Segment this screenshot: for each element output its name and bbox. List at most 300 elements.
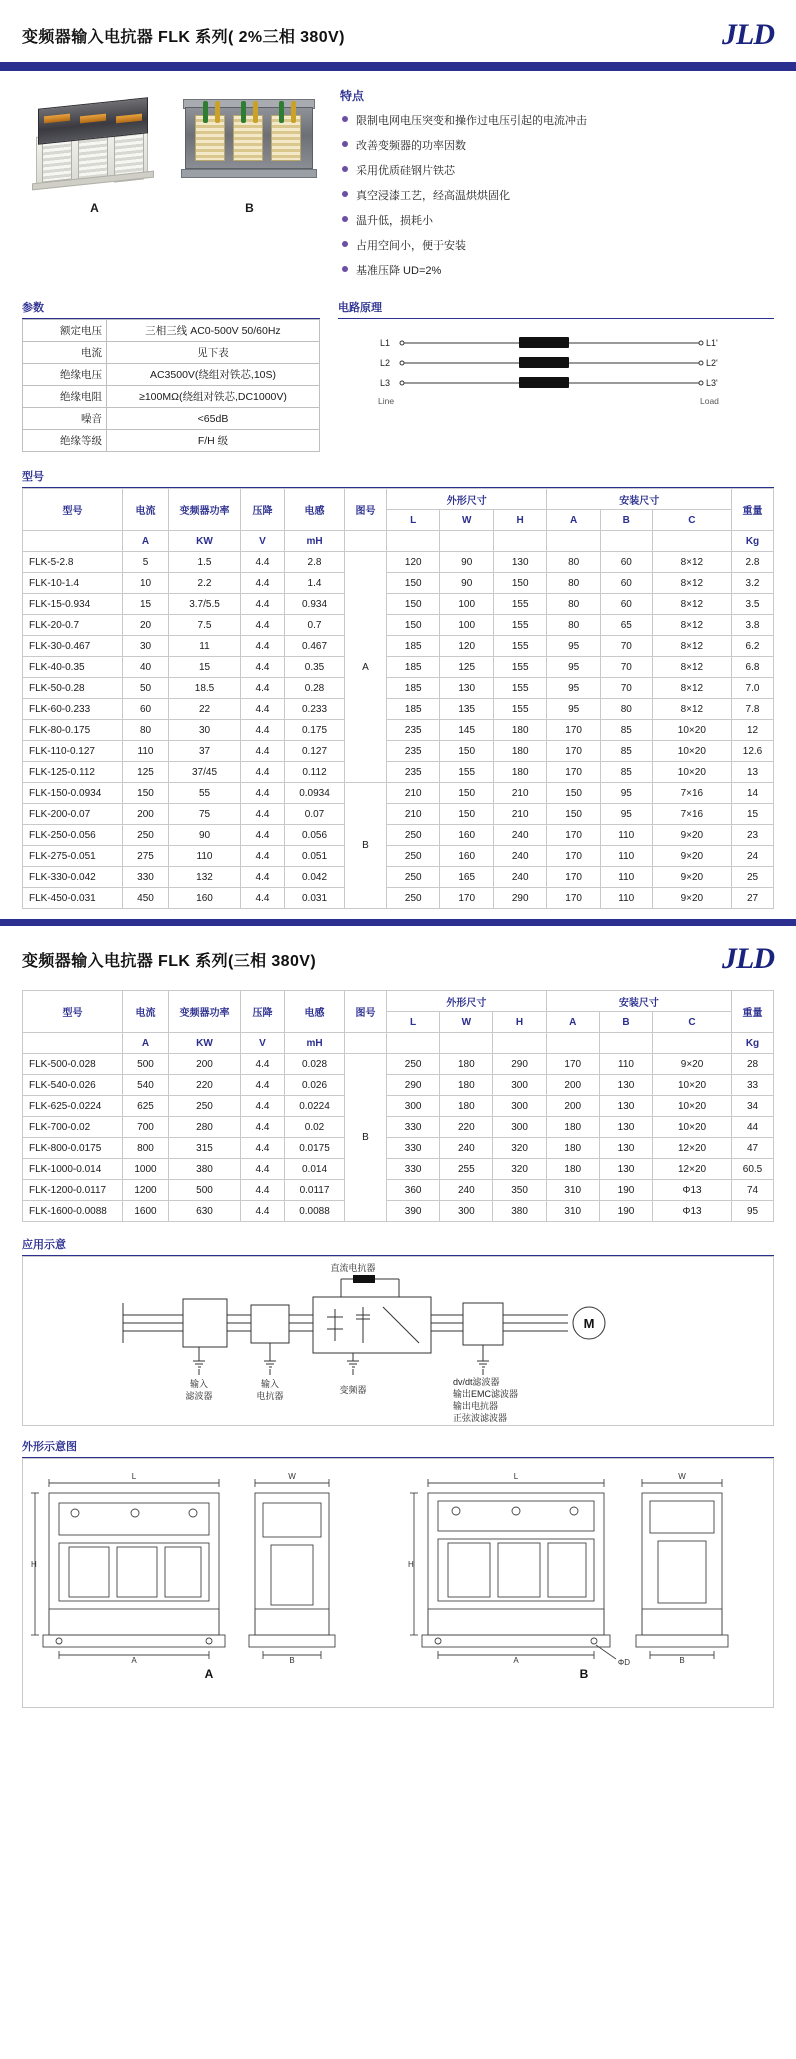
dim-W-b: W	[678, 1472, 686, 1481]
dim-L-cell: 235	[387, 741, 440, 762]
model-table-2-body	[23, 1054, 774, 1222]
mount-A-cell: 170	[547, 720, 600, 741]
current-cell: 80	[123, 720, 169, 741]
model-cell: FLK-20-0.7	[23, 615, 123, 636]
table-row	[23, 1096, 774, 1117]
unit-W: W	[440, 1012, 493, 1033]
mount-B-cell: 85	[600, 741, 652, 762]
table-row	[23, 552, 774, 573]
model-cell: FLK-50-0.28	[23, 678, 123, 699]
mount-C-cell: Φ13	[653, 1201, 732, 1222]
table-row	[23, 408, 320, 430]
model-cell: FLK-1000-0.014	[23, 1159, 123, 1180]
table-row	[23, 678, 774, 699]
dim-H-cell: 180	[493, 762, 546, 783]
mount-B-cell: 80	[600, 699, 652, 720]
dim-W-cell: 240	[440, 1138, 493, 1159]
mount-A-cell: 170	[546, 1054, 599, 1075]
voltage-drop-cell: 4.4	[241, 783, 285, 804]
mount-A-cell: 95	[547, 636, 600, 657]
th-weight: 重量	[732, 489, 774, 531]
param-value: ≥100MΩ(绕组对铁芯,DC1000V)	[107, 386, 320, 408]
photo-a-block	[22, 85, 167, 287]
voltage-drop-cell: 4.4	[241, 720, 285, 741]
mount-A-cell: 80	[547, 594, 600, 615]
mount-A-cell: 170	[547, 825, 600, 846]
param-key: 额定电压	[23, 320, 107, 342]
dim-L-b: L	[513, 1472, 519, 1481]
brand-logo: JLD	[722, 18, 774, 51]
circuit-label-l3: L3	[380, 378, 391, 388]
model-cell: FLK-700-0.02	[23, 1117, 123, 1138]
dim-W-cell: 240	[440, 1180, 493, 1201]
mount-B-cell: 130	[599, 1117, 652, 1138]
current-cell: 10	[123, 573, 169, 594]
mount-A-cell: 170	[547, 846, 600, 867]
mount-B-cell: 190	[599, 1180, 652, 1201]
mount-A-cell: 150	[547, 783, 600, 804]
power-cell: 380	[169, 1159, 241, 1180]
dim-W-cell: 150	[440, 741, 493, 762]
voltage-drop-cell: 4.4	[241, 594, 285, 615]
dim-W-cell: 180	[440, 1054, 493, 1075]
dim-A-a: A	[131, 1656, 137, 1665]
unit-drop: V	[241, 531, 285, 552]
unit-weight: Kg	[732, 531, 774, 552]
power-cell: 1.5	[169, 552, 241, 573]
dim-L-cell: 185	[387, 657, 440, 678]
voltage-drop-cell: 4.4	[241, 1117, 285, 1138]
current-cell: 50	[123, 678, 169, 699]
unit-B: B	[599, 1012, 652, 1033]
weight-cell: 44	[732, 1117, 774, 1138]
features-title: 特点	[340, 89, 365, 103]
inductance-cell: 0.0175	[285, 1138, 345, 1159]
unit-current: A	[123, 531, 169, 552]
weight-cell: 24	[732, 846, 774, 867]
dim-H-cell: 240	[493, 825, 546, 846]
mount-C-cell: 9×20	[652, 867, 731, 888]
unit-L: L	[387, 510, 440, 531]
model-cell: FLK-60-0.233	[23, 699, 123, 720]
feature-item: 基准压降 UD=2%	[340, 262, 774, 278]
parameters-section	[22, 299, 320, 452]
table-row	[23, 699, 774, 720]
unit-B: B	[600, 510, 652, 531]
dim-W-cell: 90	[440, 573, 493, 594]
mount-C-cell: 10×20	[653, 1075, 732, 1096]
mount-A-cell: 180	[546, 1138, 599, 1159]
model-table-2	[22, 990, 774, 1222]
model-cell: FLK-40-0.35	[23, 657, 123, 678]
power-cell: 220	[169, 1075, 241, 1096]
power-cell: 37/45	[169, 762, 241, 783]
dim-L-cell: 235	[387, 720, 440, 741]
power-cell: 250	[169, 1096, 241, 1117]
dim-W-cell: 180	[440, 1096, 493, 1117]
unit-H-blank	[493, 1033, 546, 1054]
dim-L-cell: 330	[387, 1117, 440, 1138]
model-cell: FLK-80-0.175	[23, 720, 123, 741]
mount-A-cell: 80	[547, 615, 600, 636]
unit-inductance: mH	[285, 531, 345, 552]
circuit-title: 电路原理	[338, 299, 774, 319]
power-cell: 90	[169, 825, 241, 846]
model-cell: FLK-110-0.127	[23, 741, 123, 762]
power-cell: 11	[169, 636, 241, 657]
inverter-label: 变频器	[339, 1385, 367, 1395]
unit-current: A	[123, 1033, 169, 1054]
mount-A-cell: 310	[546, 1180, 599, 1201]
unit-W-blank	[440, 531, 493, 552]
power-cell: 630	[169, 1201, 241, 1222]
inductance-cell: 0.35	[285, 657, 345, 678]
unit-power: KW	[169, 1033, 241, 1054]
dim-L-cell: 185	[387, 678, 440, 699]
mount-A-cell: 170	[547, 762, 600, 783]
specs-and-circuit	[0, 295, 796, 462]
table-row	[23, 1117, 774, 1138]
table-row	[23, 320, 320, 342]
power-cell: 18.5	[169, 678, 241, 699]
weight-cell: 13	[732, 762, 774, 783]
dim-W-cell: 145	[440, 720, 493, 741]
param-value: 三相三线 AC0-500V 50/60Hz	[107, 320, 320, 342]
feature-item: 真空浸漆工艺，经高温烘烘固化	[340, 187, 774, 203]
dim-H-cell: 240	[493, 846, 546, 867]
weight-cell: 2.8	[732, 552, 774, 573]
voltage-drop-cell: 4.4	[241, 615, 285, 636]
dim-W-cell: 100	[440, 594, 493, 615]
unit-power: KW	[169, 531, 241, 552]
dim-H-cell: 210	[493, 804, 546, 825]
application-section	[0, 1232, 796, 1434]
table-row	[23, 783, 774, 804]
dim-W-cell: 150	[440, 783, 493, 804]
table-row	[23, 594, 774, 615]
voltage-drop-cell: 4.4	[241, 804, 285, 825]
unit-drop: V	[241, 1033, 285, 1054]
current-cell: 1200	[123, 1180, 169, 1201]
dim-L-cell: 290	[387, 1075, 440, 1096]
table-row	[23, 867, 774, 888]
unit-L: L	[387, 1012, 440, 1033]
inductance-cell: 0.0934	[285, 783, 345, 804]
circuit-label-l1: L1	[380, 338, 391, 348]
table-row	[23, 657, 774, 678]
power-cell: 2.2	[169, 573, 241, 594]
dim-H-cell: 150	[493, 573, 546, 594]
param-value: F/H 级	[107, 430, 320, 452]
inductance-cell: 0.051	[285, 846, 345, 867]
outline-drawing-a	[23, 1459, 398, 1707]
voltage-drop-cell: 4.4	[241, 1201, 285, 1222]
output-label-1: dv/dt滤波器	[453, 1377, 500, 1387]
input-reactor-label-1: 输入	[260, 1379, 280, 1389]
dc-reactor-label: 直流电抗器	[330, 1263, 376, 1273]
dim-L-cell: 250	[387, 867, 440, 888]
mount-A-cell: 170	[547, 888, 600, 909]
th-mount-dims: 安装尺寸	[546, 991, 731, 1012]
dim-H-cell: 290	[493, 1054, 546, 1075]
th-weight: 重量	[732, 991, 774, 1033]
mount-A-cell: 180	[546, 1159, 599, 1180]
model-cell: FLK-1600-0.0088	[23, 1201, 123, 1222]
feature-item: 占用空间小，便于安装	[340, 237, 774, 253]
inductance-cell: 0.0224	[285, 1096, 345, 1117]
voltage-drop-cell: 4.4	[241, 1096, 285, 1117]
unit-C: C	[653, 1012, 732, 1033]
current-cell: 20	[123, 615, 169, 636]
current-cell: 15	[123, 594, 169, 615]
weight-cell: 34	[732, 1096, 774, 1117]
dim-L-cell: 185	[387, 636, 440, 657]
circuit-label-l3p: L3'	[706, 378, 718, 388]
table-row	[23, 573, 774, 594]
dim-L-cell: 150	[387, 573, 440, 594]
outline-drawing-b	[398, 1459, 773, 1707]
mount-C-cell: 10×20	[652, 741, 731, 762]
reactor-photo-b	[177, 85, 322, 195]
application-diagram	[22, 1256, 774, 1426]
param-key: 电流	[23, 342, 107, 364]
table-row	[23, 1201, 774, 1222]
power-cell: 22	[169, 699, 241, 720]
inductance-cell: 0.02	[285, 1117, 345, 1138]
model-cell: FLK-330-0.042	[23, 867, 123, 888]
mount-A-cell: 80	[547, 573, 600, 594]
dim-H-cell: 300	[493, 1075, 546, 1096]
mount-A-cell: 200	[546, 1096, 599, 1117]
power-cell: 15	[169, 657, 241, 678]
inductance-cell: 0.026	[285, 1075, 345, 1096]
figure-cell: B	[345, 783, 387, 909]
inductance-cell: 0.127	[285, 741, 345, 762]
output-label-3: 输出电抗器	[453, 1401, 499, 1411]
th-drop: 压降	[241, 489, 285, 531]
parameters-table	[22, 319, 320, 452]
unit-inductance: mH	[285, 1033, 345, 1054]
power-cell: 280	[169, 1117, 241, 1138]
unit-C-blank	[652, 531, 731, 552]
inductance-cell: 0.031	[285, 888, 345, 909]
mount-A-cell: 95	[547, 657, 600, 678]
th-current: 电流	[123, 489, 169, 531]
dim-H-cell: 290	[493, 888, 546, 909]
dim-L-cell: 210	[387, 783, 440, 804]
mount-C-cell: Φ13	[653, 1180, 732, 1201]
current-cell: 200	[123, 804, 169, 825]
current-cell: 125	[123, 762, 169, 783]
outline-drawings	[22, 1458, 774, 1708]
model-cell: FLK-200-0.07	[23, 804, 123, 825]
photo-b-caption: B	[245, 201, 254, 215]
th-inductance: 电感	[285, 991, 345, 1033]
input-filter-label-2: 滤波器	[185, 1391, 213, 1401]
dim-L-a: L	[131, 1472, 137, 1481]
weight-cell: 3.8	[732, 615, 774, 636]
dim-A-b: A	[513, 1656, 519, 1665]
dim-L-cell: 360	[387, 1180, 440, 1201]
current-cell: 30	[123, 636, 169, 657]
weight-cell: 3.5	[732, 594, 774, 615]
table-row	[23, 720, 774, 741]
voltage-drop-cell: 4.4	[241, 636, 285, 657]
mount-C-cell: 9×20	[652, 825, 731, 846]
dim-L-cell: 300	[387, 1096, 440, 1117]
voltage-drop-cell: 4.4	[241, 741, 285, 762]
model-cell: FLK-15-0.934	[23, 594, 123, 615]
dim-L-cell: 390	[387, 1201, 440, 1222]
unit-W-blank	[440, 1033, 493, 1054]
circuit-label-l2p: L2'	[706, 358, 718, 368]
weight-cell: 28	[732, 1054, 774, 1075]
current-cell: 40	[123, 657, 169, 678]
mount-A-cell: 80	[547, 552, 600, 573]
mount-C-cell: 10×20	[653, 1096, 732, 1117]
dim-H-b: H	[408, 1560, 414, 1569]
table-row	[23, 1075, 774, 1096]
mount-B-cell: 110	[599, 1054, 652, 1075]
mount-A-cell: 170	[547, 867, 600, 888]
model-cell: FLK-150-0.0934	[23, 783, 123, 804]
dim-H-cell: 155	[493, 678, 546, 699]
model-cell: FLK-275-0.051	[23, 846, 123, 867]
unit-A-blank	[547, 531, 600, 552]
model-cell: FLK-10-1.4	[23, 573, 123, 594]
dim-H-cell: 155	[493, 615, 546, 636]
param-key: 绝缘电压	[23, 364, 107, 386]
feature-item: 采用优质硅钢片铁芯	[340, 162, 774, 178]
current-cell: 275	[123, 846, 169, 867]
dim-L-cell: 150	[387, 615, 440, 636]
table-row	[23, 825, 774, 846]
dim-H-a: H	[31, 1560, 37, 1569]
weight-cell: 3.2	[732, 573, 774, 594]
dim-W-cell: 255	[440, 1159, 493, 1180]
page-header	[0, 0, 796, 62]
feature-item: 改善变频器的功率因数	[340, 137, 774, 153]
dim-H-cell: 240	[493, 867, 546, 888]
unit-H-blank	[493, 531, 546, 552]
power-cell: 75	[169, 804, 241, 825]
weight-cell: 6.2	[732, 636, 774, 657]
mount-C-cell: 8×12	[652, 657, 731, 678]
features-list	[340, 112, 774, 278]
mount-C-cell: 8×12	[652, 636, 731, 657]
mount-A-cell: 200	[546, 1075, 599, 1096]
mount-C-cell: 12×20	[653, 1159, 732, 1180]
table-unit-row-2	[23, 531, 774, 552]
mount-B-cell: 110	[600, 825, 652, 846]
current-cell: 540	[123, 1075, 169, 1096]
section-divider-bar	[0, 919, 796, 926]
th-figure: 图号	[345, 489, 387, 531]
voltage-drop-cell: 4.4	[241, 1180, 285, 1201]
inductance-cell: 0.042	[285, 867, 345, 888]
unit-A-blank	[546, 1033, 599, 1054]
features-section	[340, 85, 774, 287]
dim-L-cell: 250	[387, 825, 440, 846]
model-cell: FLK-1200-0.0117	[23, 1180, 123, 1201]
mount-C-cell: 8×12	[652, 678, 731, 699]
model-cell: FLK-5-2.8	[23, 552, 123, 573]
voltage-drop-cell: 4.4	[241, 573, 285, 594]
dim-L-cell: 235	[387, 762, 440, 783]
model-table-1-section	[0, 462, 796, 919]
page-header-2	[0, 926, 796, 984]
table-header-row	[23, 489, 774, 510]
power-cell: 200	[169, 1054, 241, 1075]
mount-A-cell: 180	[546, 1117, 599, 1138]
table-row	[23, 636, 774, 657]
reactor-photo-a	[22, 85, 167, 195]
feature-item: 限制电网电压突变和操作过电压引起的电流冲击	[340, 112, 774, 128]
circuit-label-load: Load	[700, 396, 719, 406]
mount-B-cell: 60	[600, 552, 652, 573]
model-cell: FLK-250-0.056	[23, 825, 123, 846]
table-row	[23, 846, 774, 867]
param-value: 见下表	[107, 342, 320, 364]
unit-A: A	[546, 1012, 599, 1033]
header-divider-bar	[0, 62, 796, 71]
dim-L-cell: 210	[387, 804, 440, 825]
table-row	[23, 364, 320, 386]
weight-cell: 6.8	[732, 657, 774, 678]
param-key: 绝缘等级	[23, 430, 107, 452]
dim-W-cell: 160	[440, 846, 493, 867]
dim-W-cell: 150	[440, 804, 493, 825]
mount-A-cell: 150	[547, 804, 600, 825]
current-cell: 330	[123, 867, 169, 888]
figure-cell: A	[345, 552, 387, 783]
unit-C-blank	[653, 1033, 732, 1054]
mount-A-cell: 170	[547, 741, 600, 762]
mount-C-cell: 8×12	[652, 573, 731, 594]
mount-B-cell: 60	[600, 573, 652, 594]
unit-H: H	[493, 510, 546, 531]
table-row	[23, 1054, 774, 1075]
weight-cell: 25	[732, 867, 774, 888]
current-cell: 150	[123, 783, 169, 804]
mount-C-cell: 12×20	[653, 1138, 732, 1159]
weight-cell: 7.0	[732, 678, 774, 699]
voltage-drop-cell: 4.4	[241, 867, 285, 888]
current-cell: 250	[123, 825, 169, 846]
dim-W-cell: 165	[440, 867, 493, 888]
dim-H-cell: 155	[493, 657, 546, 678]
unit-C: C	[652, 510, 731, 531]
mount-B-cell: 130	[599, 1159, 652, 1180]
dim-L-cell: 330	[387, 1138, 440, 1159]
weight-cell: 60.5	[732, 1159, 774, 1180]
mount-B-cell: 190	[599, 1201, 652, 1222]
param-value: <65dB	[107, 408, 320, 430]
unit-H: H	[493, 1012, 546, 1033]
table-row	[23, 615, 774, 636]
weight-cell: 95	[732, 1201, 774, 1222]
unit-weight: Kg	[732, 1033, 774, 1054]
parameters-title: 参数	[22, 299, 320, 319]
dim-H-cell: 155	[493, 699, 546, 720]
dim-H-cell: 180	[493, 741, 546, 762]
mount-B-cell: 130	[599, 1096, 652, 1117]
mount-B-cell: 70	[600, 678, 652, 699]
current-cell: 60	[123, 699, 169, 720]
feature-item: 温升低，损耗小	[340, 212, 774, 228]
unit-B-blank	[599, 1033, 652, 1054]
output-label-4: 正弦波滤波器	[453, 1413, 508, 1423]
